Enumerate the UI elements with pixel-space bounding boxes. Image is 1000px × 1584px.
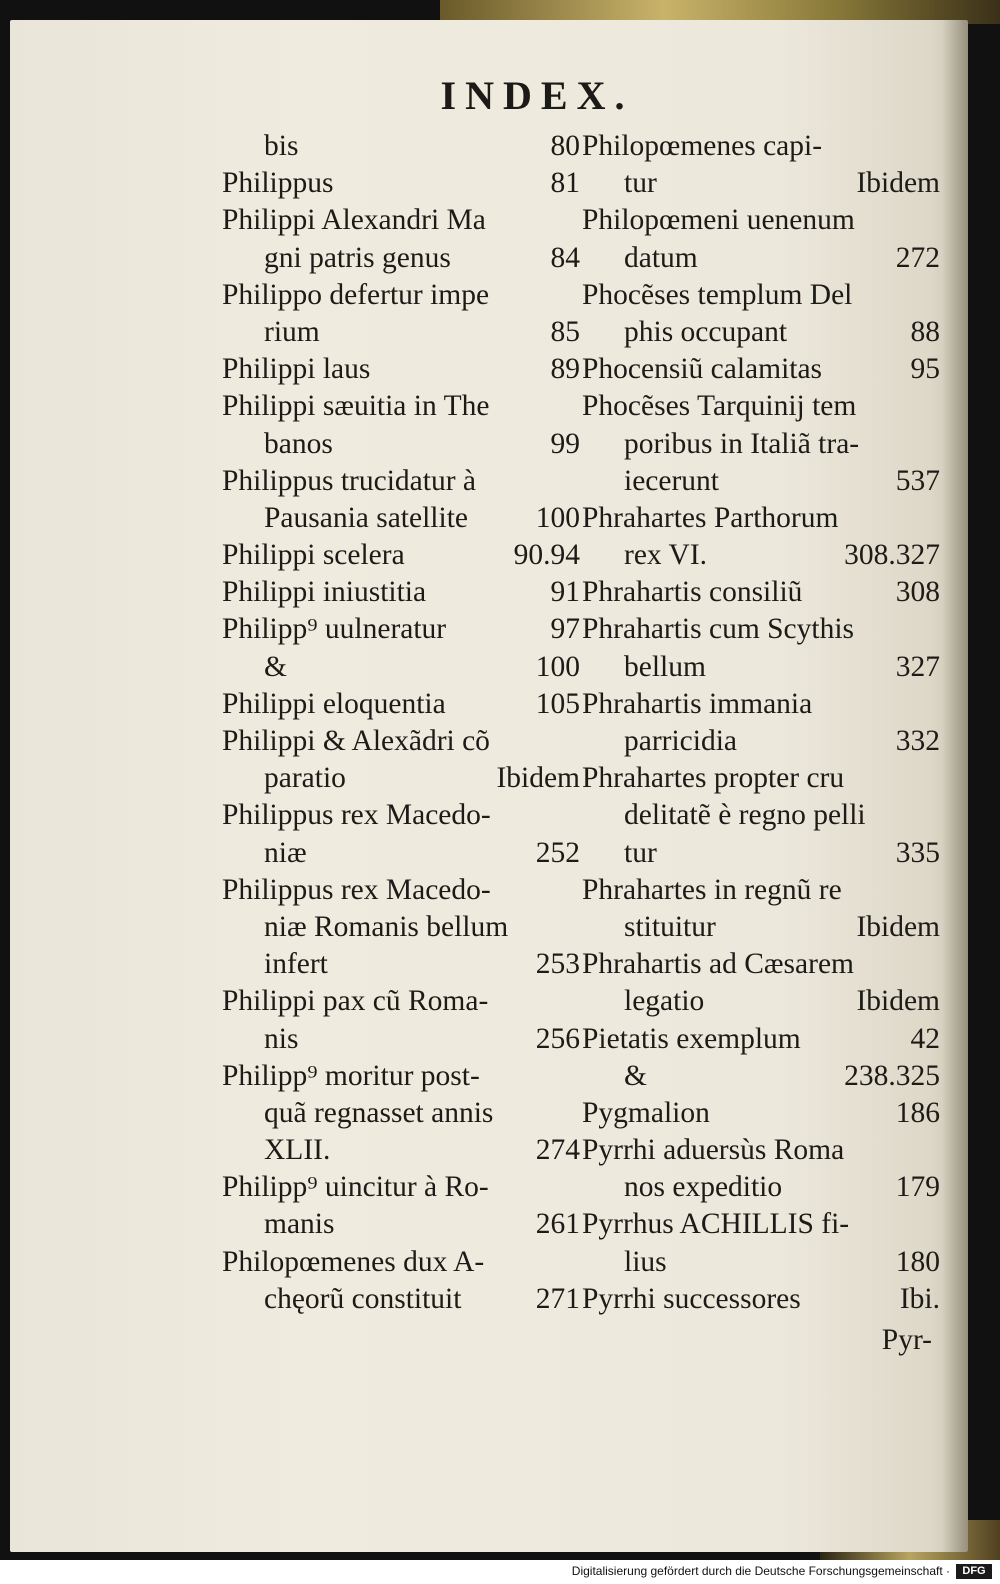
index-entry-text: Philippus (222, 167, 334, 200)
index-entry-text: Phrahartes propter cru (582, 762, 845, 795)
index-column-right (582, 128, 940, 1318)
footer-credit: Digitalisierung gefördert durch die Deutsche Forschungsgemeinschaft · (571, 1564, 950, 1578)
index-entry-line (582, 797, 940, 834)
index-entry-text: Phrahartis cum Scythis (582, 613, 855, 646)
index-entry-page-number: Ibidem (496, 762, 580, 795)
index-entry-line (222, 835, 580, 872)
index-entry-text: Philopœmenes dux A- (222, 1245, 485, 1278)
index-entry-text: manis (264, 1208, 335, 1241)
index-entry-text: gni patris genus (264, 241, 451, 274)
index-entry-text: delitatẽ è regno pelli (624, 799, 866, 832)
index-entry-text: Philippi scelera (222, 539, 405, 572)
index-entry-line (582, 426, 940, 463)
index-entry-text: paratio (264, 762, 346, 795)
index-entry-text: Philipp⁹ uulneratur (222, 613, 447, 646)
index-entry-line (222, 240, 580, 277)
index-entry-text: Philippus rex Macedo- (222, 799, 491, 832)
index-entry-text: lius (624, 1245, 667, 1278)
index-entry-text: parricidia (624, 725, 738, 757)
index-entry-line (222, 1281, 580, 1318)
index-entry-line (222, 1244, 580, 1281)
catchword: Pyr- (881, 1324, 932, 1356)
index-entry-line (582, 240, 940, 277)
index-entry-line (222, 1095, 580, 1132)
index-entry-page-number: Ibidem (856, 910, 940, 943)
index-column-left (222, 128, 580, 1318)
index-entry-line (222, 574, 580, 611)
index-entry-line (222, 946, 580, 983)
index-entry-page-number: 256 (535, 1022, 580, 1055)
index-entry-text: phis occupant (624, 315, 788, 348)
index-entry-page-number: 271 (535, 1282, 580, 1315)
index-entry-page-number: 537 (895, 464, 940, 497)
index-entry-line (582, 463, 940, 500)
index-entry-line (582, 202, 940, 239)
index-entry-text: nis (264, 1022, 299, 1055)
index-entry-line (222, 909, 580, 946)
index-entry-line (582, 1095, 940, 1132)
index-entry-text: & (624, 1059, 647, 1092)
index-entry-page-number: 327 (895, 650, 940, 683)
index-entry-text: Pyrrhi aduersùs Roma (582, 1134, 845, 1167)
index-entry-line (222, 537, 580, 574)
index-entry-line (222, 723, 580, 760)
index-entry-page-number: 88 (910, 315, 940, 348)
index-entry-text: & (264, 650, 287, 683)
index-entry-page-number: 105 (535, 687, 580, 720)
index-entry-text: Philippi pax cũ Roma- (222, 985, 489, 1018)
index-entry-line (222, 463, 580, 500)
index-entry-page-number: 274 (535, 1134, 580, 1167)
index-entry-text: Phrahartis ad Cæsarem (582, 948, 854, 981)
index-entry-line (582, 1206, 940, 1243)
index-entry-text: Philippi eloquentia (222, 687, 446, 720)
index-entry-text: Phrahartis immania (582, 687, 813, 720)
index-entry-page-number: Ibidem (856, 985, 940, 1018)
index-entry-text: Phocẽses Tarquinij tem (582, 390, 857, 423)
index-entry-line (222, 611, 580, 648)
index-entry-line (222, 1021, 580, 1058)
running-head: INDEX. (440, 73, 634, 118)
index-entry-line (222, 128, 580, 165)
index-entry-text: banos (264, 427, 333, 460)
index-entry-text: datum (624, 241, 698, 274)
index-entry-line (582, 128, 940, 165)
index-entry-text: poribus in Italiã tra- (624, 427, 860, 460)
index-entry-text: Pausania satellite (264, 501, 468, 534)
index-entry-line (222, 314, 580, 351)
index-entry-text: Phocẽses templum Del (582, 278, 853, 311)
index-entry-line (582, 1244, 940, 1281)
index-entry-line (582, 611, 940, 648)
index-entry-text: Philippi & Alexãdri cõ (222, 725, 490, 757)
index-entry-line (222, 165, 580, 202)
index-entry-line (222, 500, 580, 537)
index-entry-page-number: 84 (550, 241, 580, 274)
index-entry-text: infert (264, 948, 328, 981)
index-entry-text: bellum (624, 650, 706, 683)
index-entry-line (582, 760, 940, 797)
index-entry-page-number: 95 (910, 353, 940, 386)
index-entry-text: quã regnasset annis (264, 1096, 494, 1129)
index-entry-line (582, 1058, 940, 1095)
index-entry-line (582, 277, 940, 314)
index-entry-page-number: 308.327 (844, 539, 940, 572)
index-entry-line (582, 574, 940, 611)
index-entry-text: Philopœmeni uenenum (582, 204, 855, 237)
index-entry-line (222, 388, 580, 425)
index-entry-text: Pietatis exemplum (582, 1022, 801, 1055)
index-entry-text: Philipp⁹ uincitur à Ro- (222, 1171, 489, 1204)
index-entry-page-number: 100 (535, 650, 580, 683)
index-entry-line (582, 1169, 940, 1206)
index-entry-text: Philopœmenes capi- (582, 130, 823, 162)
index-entry-text: XLII. (264, 1134, 331, 1167)
index-entry-text: iecerunt (624, 464, 719, 497)
index-entry-page-number: Ibi. (899, 1282, 940, 1315)
index-entry-text: legatio (624, 985, 705, 1018)
index-entry-line (222, 983, 580, 1020)
index-entry-page-number: 91 (550, 576, 580, 609)
index-entry-text: Philippi iniustitia (222, 576, 427, 609)
index-entry-page-number: 253 (535, 948, 580, 981)
index-entry-text: Philippi sæuitia in The (222, 390, 490, 423)
index-entry-page-number: 80 (550, 130, 580, 162)
index-entry-line (582, 351, 940, 388)
index-entry-text: niæ Romanis bellum (264, 910, 509, 943)
index-entry-page-number: 252 (535, 836, 580, 869)
index-entry-text: Philippi Alexandri Ma (222, 204, 486, 237)
index-entry-line (222, 872, 580, 909)
index-entry-page-number: 180 (895, 1245, 940, 1278)
index-entry-page-number: 335 (895, 836, 940, 869)
index-entry-line (222, 277, 580, 314)
index-entry-line (582, 983, 940, 1020)
index-entry-line (582, 388, 940, 425)
index-entry-text: nos expeditio (624, 1171, 783, 1204)
index-entry-line (582, 723, 940, 760)
index-entry-line (582, 314, 940, 351)
index-entry-text: Pyrrhi successores (582, 1282, 801, 1315)
index-entry-line (582, 165, 940, 202)
index-entry-page-number: 261 (535, 1208, 580, 1241)
index-entry-line (222, 1206, 580, 1243)
index-entry-text: niæ (264, 836, 307, 869)
index-entry-page-number: 99 (550, 427, 580, 460)
index-entry-text: stituitur (624, 910, 716, 943)
index-entry-text: chęorũ constituit (264, 1282, 462, 1315)
index-entry-page-number: 332 (895, 725, 940, 757)
index-entry-line (582, 835, 940, 872)
index-entry-page-number: Ibidem (856, 167, 940, 200)
index-entry-text: Philipp⁹ moritur post- (222, 1059, 480, 1092)
index-entry-line (582, 649, 940, 686)
index-entry-line (222, 202, 580, 239)
index-entry-text: Philippo defertur impe (222, 278, 490, 311)
digitization-footer (0, 1560, 1000, 1584)
index-entry-line (222, 426, 580, 463)
index-entry-page-number: 89 (550, 353, 580, 386)
index-entry-line (582, 1021, 940, 1058)
index-entry-line (222, 760, 580, 797)
index-entry-text: Phrahartis consiliũ (582, 576, 803, 609)
index-entry-line (222, 797, 580, 834)
index-entry-line (222, 1058, 580, 1095)
index-entry-text: Phrahartes Parthorum (582, 501, 839, 534)
index-entry-text: tur (624, 836, 657, 869)
index-entry-text: Pyrrhus ACHILLIS fi- (582, 1208, 850, 1241)
index-entry-line (582, 872, 940, 909)
dfg-logo: DFG (956, 1564, 992, 1579)
index-entry-line (582, 946, 940, 983)
index-entry-text: tur (624, 167, 657, 200)
index-entry-line (222, 1132, 580, 1169)
index-entry-page-number: 90.94 (513, 539, 580, 572)
index-entry-line (222, 351, 580, 388)
index-entry-line (222, 686, 580, 723)
index-entry-line (222, 1169, 580, 1206)
index-entry-text: Pygmalion (582, 1096, 710, 1129)
page-gutter-shadow (942, 20, 968, 1552)
index-entry-text: Philippus rex Macedo- (222, 873, 491, 906)
index-entry-line (582, 1132, 940, 1169)
index-entry-page-number: 186 (895, 1096, 940, 1129)
index-entry-text: rex VI. (624, 539, 708, 572)
index-entry-text: Philippi laus (222, 353, 371, 386)
index-entry-text: rium (264, 315, 320, 348)
index-entry-page-number: 308 (895, 576, 940, 609)
index-entry-text: Philippus trucidatur à (222, 464, 476, 497)
index-entry-page-number: 97 (550, 613, 580, 646)
index-entry-text: Phrahartes in regnũ re (582, 873, 842, 906)
index-entry-page-number: 85 (550, 315, 580, 348)
index-entry-page-number: 179 (895, 1171, 940, 1204)
index-entry-page-number: 100 (535, 501, 580, 534)
index-entry-text: bis (264, 130, 299, 162)
index-entry-page-number: 42 (910, 1022, 940, 1055)
index-entry-text: Phocensiũ calamitas (582, 353, 823, 386)
index-entry-page-number: 81 (550, 167, 580, 200)
index-entry-page-number: 238.325 (844, 1059, 940, 1092)
index-entry-line (582, 500, 940, 537)
index-entry-page-number: 272 (895, 241, 940, 274)
index-entry-line (582, 1281, 940, 1318)
book-page (10, 20, 968, 1552)
index-entry-line (222, 649, 580, 686)
index-entry-line (582, 909, 940, 946)
index-entry-line (582, 686, 940, 723)
index-entry-line (582, 537, 940, 574)
